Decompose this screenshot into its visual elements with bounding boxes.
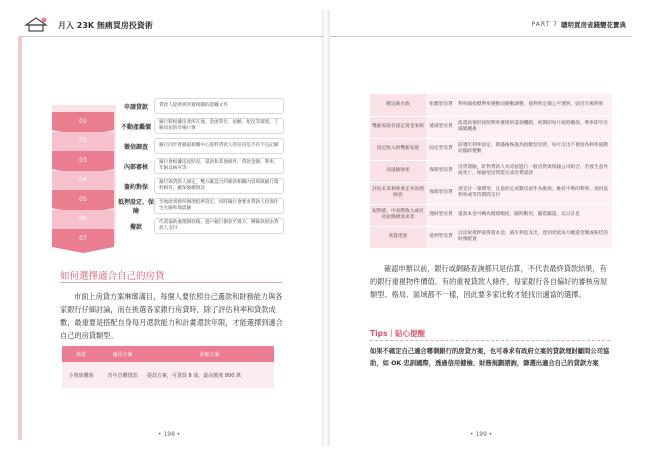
flow-row-label: 不動產鑑價 xyxy=(120,123,151,131)
page-number-left: • 198 • xyxy=(158,431,181,438)
side-strip xyxy=(18,36,22,440)
table-row xyxy=(370,116,612,138)
section-paragraph: 市面上房貸方案琳瑯滿目，每個人要依照自己選款和財務能力與各家銀行仔細討論，而在挑選各家銀行房貸時，除了評估利率和貸款成數，最重要是搭配自身每月還款能力和計畫還款年限，才能選擇到適合自己的房貸類型。 xyxy=(60,292,283,340)
table-cell-detail: 利率隨指標利率變動而變動調整，使利率定價公平透明，貼近市場利率 xyxy=(456,94,612,116)
flow-row-label: 抵押設定、保險 xyxy=(118,199,155,215)
page-number-right: • 199 • xyxy=(470,431,493,438)
flow-step: 05 xyxy=(52,190,114,208)
right-paragraph: 確認申辦以前，銀行或網路查詢都只是估算，不代表最終貸款結果，有的銀行重視物件價值、有的重視貸款人條件，每家銀行各自偏好的審核房屋類型、格局、區域都不一樣，因此要多家比較才能找出適當的選擇。 xyxy=(370,264,608,299)
flow-row-label: 徵信調查 xyxy=(123,143,148,151)
table-row xyxy=(370,94,612,116)
flow-step: 04 xyxy=(52,171,114,189)
table-cell-group: 高風險財產 xyxy=(370,160,426,182)
table-cell-plan: 青年首購貸款 xyxy=(100,362,145,388)
flow-row-label: 簽約對保 xyxy=(123,183,148,191)
flow-row xyxy=(118,118,284,134)
table-cell-detail: 須支付一筆費用，且依約定成數房屋作為擔保，維持不利的利率，須再依利率或等待期間支付 xyxy=(456,182,612,204)
book-title: 月入 23K 無痛買房投資術 xyxy=(58,21,153,30)
table-cell-plan: 理財型房貸 xyxy=(426,204,456,226)
flow-step: 06 xyxy=(52,210,114,228)
tips-body: 如果不確定自己適合哪個銀行的房貸方案，也可尋求有政府立案的貸款理財顧問公司協助，如 OK 忠訓國際，透過信用健檢、財務規劃諮詢，篩選出適合自己的貸款方案 xyxy=(370,348,610,367)
flow-row xyxy=(118,218,284,234)
flow-step: 02 xyxy=(52,132,114,150)
book-gutter xyxy=(322,10,330,446)
flow-row xyxy=(118,178,284,194)
table-cell-plan: 遞減型房貸 xyxy=(426,116,456,138)
table-cell-group: 評估未來利率會走升的理財族 xyxy=(370,182,426,204)
table-cell-plan: 抵押型房貸 xyxy=(426,226,456,248)
flow-row-text: 銀行會根據房屋狀況、還款和其他條件，貸款金額、利率、年限以核可等 xyxy=(154,158,284,174)
table-row xyxy=(370,160,612,182)
flow-row-label: 內部審核 xyxy=(123,163,148,171)
flow-row xyxy=(118,158,284,174)
table-cell-detail: 房貸壽險，針對貸款人為房屋進行一般房貸與保險公司組合，若發生意外或死亡，保險型房貸能完成房貸還款 xyxy=(456,160,612,182)
flow-row-text: 貸款人提供與買賣相關的證據文件 xyxy=(154,98,284,114)
table-cell-plan: 保障型房貸 xyxy=(426,160,456,182)
flow-row xyxy=(118,98,284,114)
flow-row-text: 至地政事務所辦理抵押設定，同時銀行會要求貸款人投保住宅火險和地震險 xyxy=(154,198,284,214)
tips-divider xyxy=(370,340,610,341)
table-cell-group: 固定收入的雙薪家庭 xyxy=(370,138,426,160)
flow-row-text: 銀行同步會錄取相關中心資料貸款人的信用是否有不良記錄 xyxy=(154,138,284,154)
table-row xyxy=(370,204,612,226)
table-cell-detail: 還款本金可轉為循環額度，隨時動用，隨借隨還，以日計息 xyxy=(456,204,612,226)
table-cell-group: 短期族、中高階收入或有房屋修繕需求者 xyxy=(370,204,426,226)
table-cell-plan: 固定型房貸 xyxy=(426,138,456,160)
table-cell-plan: 保障型房貸 xyxy=(426,182,456,204)
house-logo-icon xyxy=(24,16,48,32)
table-header-detail: 詳細方案 xyxy=(145,346,274,362)
flow-step: 01 xyxy=(52,112,114,130)
left-table xyxy=(62,346,274,388)
right-table xyxy=(370,94,612,249)
table-cell-detail: 以房屋抵押取得資本金，減少利息支出，達到更低每月繳還金額或較佳的財務配置 xyxy=(456,226,612,248)
flow-row-label: 撥款 xyxy=(129,223,142,231)
section-title: 如何選擇適合自己的房貸 xyxy=(60,271,165,282)
flow-row xyxy=(118,138,284,154)
section-divider xyxy=(60,282,282,283)
chapter-title: 聰明買房省錢變花寶典 xyxy=(561,21,626,29)
table-header-group: 族群 xyxy=(62,346,100,362)
table-header-plan: 適用方案 xyxy=(100,346,145,362)
table-cell-detail: 前幾年利率固定，期滿後恢復為指數型房貸，每月支出不會因為利率波動而臨時變動 xyxy=(456,138,612,160)
flow-row-label: 申請貸款 xyxy=(123,103,148,111)
flow-step: 07 xyxy=(52,229,114,247)
table-row xyxy=(62,362,274,388)
part-label: PART 7 xyxy=(531,21,558,28)
table-row xyxy=(370,138,612,160)
flow-row-text: 銀行將根據房產所在地、金流單位、屋齡、屋況等環境，了解房屋的市場行情 xyxy=(154,118,284,134)
right-header xyxy=(330,14,632,37)
table-cell-group: 小資族購族 xyxy=(62,362,100,388)
flow-row-text: 銀行與貸款人核定，雙方確認合約條款相關內容與與銀行資料相符，確保後續無誤 xyxy=(154,178,284,194)
table-row xyxy=(370,226,612,248)
table-row xyxy=(370,182,612,204)
table-cell-group: 高資產族 xyxy=(370,226,426,248)
table-cell-group: 雙薪家庭有固定資金來源 xyxy=(370,116,426,138)
table-cell-detail: 提款方案，可貸款 8 成，最高額度 800 萬 xyxy=(145,362,274,388)
flow-step: 03 xyxy=(52,151,114,169)
tips-title: Tips｜貼心提醒 xyxy=(370,329,426,338)
table-cell-plan: 指數型房貸 xyxy=(426,94,456,116)
left-header xyxy=(18,14,324,37)
table-cell-detail: 依還款情形按照利率遞增的還款機制，初期即每月按時繳款，利率即享有減碼優惠 xyxy=(456,116,612,138)
table-cell-group: 穩定薪水族 xyxy=(370,94,426,116)
flow-row-text: 代書協助處理撥款後，過戶銀行撥款至賣方，剩餘款項由貸款人支付 xyxy=(154,218,284,234)
flow-row xyxy=(118,198,284,214)
